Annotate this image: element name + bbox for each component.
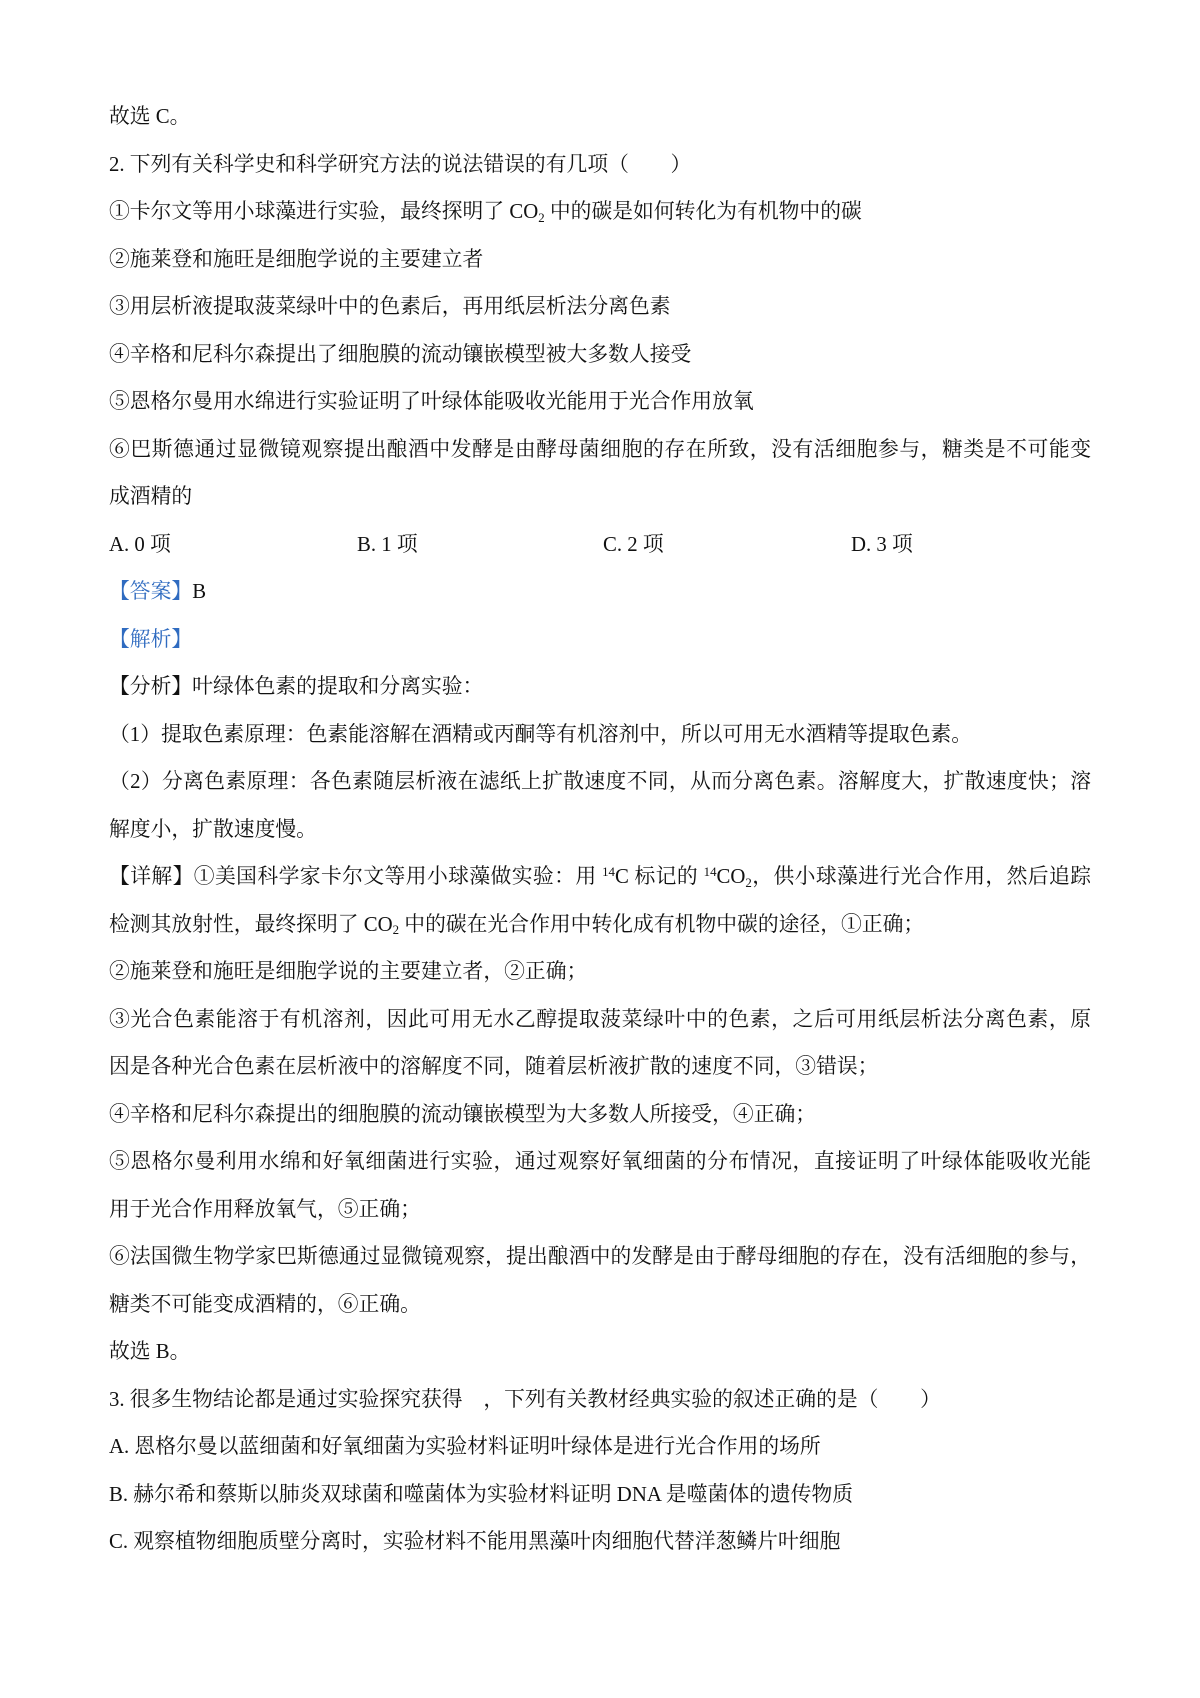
detail-line-2-part-a: 检测其放射性，最终探明了 CO bbox=[109, 912, 393, 936]
q2-statement-1-subscript: 2 bbox=[538, 210, 545, 225]
detail-line-1-part-a: 【详解】①美国科学家卡尔文等用小球藻做实验：用 bbox=[109, 865, 603, 888]
explanation-label: 【解析】 bbox=[109, 627, 193, 651]
q2-statement-1-before: ①卡尔文等用小球藻进行实验，最终探明了 CO bbox=[109, 200, 539, 223]
analysis-point-2-line-2: 解度小，扩散速度慢。 bbox=[109, 817, 317, 841]
detail-item-4: ④辛格和尼科尔森提出的细胞膜的流动镶嵌模型为大多数人所接受，④正确； bbox=[109, 1102, 817, 1126]
q2-option-b: B. 1 项 bbox=[357, 532, 418, 556]
q3-option-a: A. 恩格尔曼以蓝细菌和好氧细菌为实验材料证明叶绿体是进行光合作用的场所 bbox=[109, 1435, 821, 1458]
q2-option-a: A. 0 项 bbox=[109, 532, 171, 556]
detail-item-6-line-1: ⑥法国微生物学家巴斯德通过显微镜观察，提出酿酒中的发酵是由于酵母细胞的存在，没有活细胞的参与， bbox=[109, 1245, 1091, 1268]
q2-option-c: C. 2 项 bbox=[603, 532, 664, 556]
detail-line-2 bbox=[109, 901, 1091, 949]
detail-item-5-line-2: 用于光合作用释放氧气，⑤正确； bbox=[109, 1197, 421, 1221]
detail-item-2: ②施莱登和施旺是细胞学说的主要建立者，②正确； bbox=[109, 960, 588, 983]
detail-line-1-part-c: CO bbox=[716, 865, 746, 888]
q3-stem: 3. 很多生物结论都是通过实验探究获得 ，下列有关教材经典实验的叙述正确的是（ ） bbox=[109, 1387, 941, 1411]
analysis-title: 【分析】叶绿体色素的提取和分离实验： bbox=[109, 675, 484, 698]
q2-statement-6-line-1: ⑥巴斯德通过显微镜观察提出酿酒中发酵是由酵母菌细胞的存在所致，没有活细胞参与，糖类是不可能变 bbox=[109, 437, 1091, 461]
q2-options bbox=[109, 521, 1091, 569]
q2-statement-1 bbox=[109, 188, 1091, 236]
q2-statement-5: ⑤恩格尔曼用水绵进行实验证明了叶绿体能吸收光能用于光合作用放氧 bbox=[109, 390, 754, 413]
detail-item-6-line-2: 糖类不可能变成酒精的，⑥正确。 bbox=[109, 1292, 421, 1316]
superscript-14: 14 bbox=[602, 864, 615, 879]
q2-answer bbox=[109, 568, 1091, 616]
superscript-14: 14 bbox=[703, 864, 717, 879]
q2-statement-1-after: 中的碳是如何转化为有机物中的碳 bbox=[544, 200, 862, 223]
detail-line-1-part-d: ，供小球藻进行光合作用，然后追踪 bbox=[751, 865, 1091, 888]
detail-item-5-line-1: ⑤恩格尔曼利用水绵和好氧细菌进行实验，通过观察好氧细菌的分布情况，直接证明了叶绿体能吸收光能 bbox=[109, 1150, 1091, 1173]
q2-statement-2: ②施莱登和施旺是细胞学说的主要建立者 bbox=[109, 247, 484, 271]
answer-value: B bbox=[192, 580, 207, 603]
q2-statement-3: ③用层析液提取菠菜绿叶中的色素后，再用纸层析法分离色素 bbox=[109, 295, 671, 318]
detail-line-2-part-b: 中的碳在光合作用中转化成有机物中碳的途径，①正确； bbox=[399, 912, 925, 936]
q3-option-c: C. 观察植物细胞质壁分离时，实验材料不能用黑藻叶肉细胞代替洋葱鳞片叶细胞 bbox=[109, 1530, 841, 1553]
analysis-point-2-line-1: （2）分离色素原理：各色素随层析液在滤纸上扩散速度不同，从而分离色素。溶解度大，扩散速度快；溶 bbox=[109, 770, 1091, 793]
q1-conclusion: 故选 C。 bbox=[109, 105, 191, 128]
detail-line-1 bbox=[109, 853, 1091, 901]
q2-stem: 2. 下列有关科学史和科学研究方法的说法错误的有几项（ ） bbox=[109, 152, 692, 176]
detail-item-3-line-2: 因是各种光合色素在层析液中的溶解度不同，随着层析液扩散的速度不同，③错误； bbox=[109, 1055, 879, 1078]
q2-option-d: D. 3 项 bbox=[851, 532, 913, 556]
q2-conclusion: 故选 B。 bbox=[109, 1340, 191, 1363]
subscript-2: 2 bbox=[745, 875, 752, 890]
answer-label: 【答案】 bbox=[109, 580, 193, 603]
subscript-2: 2 bbox=[392, 923, 400, 938]
q3-option-b: B. 赫尔希和蔡斯以肺炎双球菌和噬菌体为实验材料证明 DNA 是噬菌体的遗传物质 bbox=[109, 1482, 854, 1506]
detail-line-1-part-b: C 标记的 bbox=[614, 865, 704, 888]
analysis-point-1: （1）提取色素原理：色素能溶解在酒精或丙酮等有机溶剂中，所以可用无水酒精等提取色素。 bbox=[109, 722, 973, 746]
detail-item-3-line-1: ③光合色素能溶于有机溶剂，因此可用无水乙醇提取菠菜绿叶中的色素，之后可用纸层析法分离色素，原 bbox=[109, 1007, 1091, 1031]
q2-statement-6-line-2: 成酒精的 bbox=[109, 485, 193, 508]
q2-statement-4: ④辛格和尼科尔森提出了细胞膜的流动镶嵌模型被大多数人接受 bbox=[109, 342, 692, 366]
